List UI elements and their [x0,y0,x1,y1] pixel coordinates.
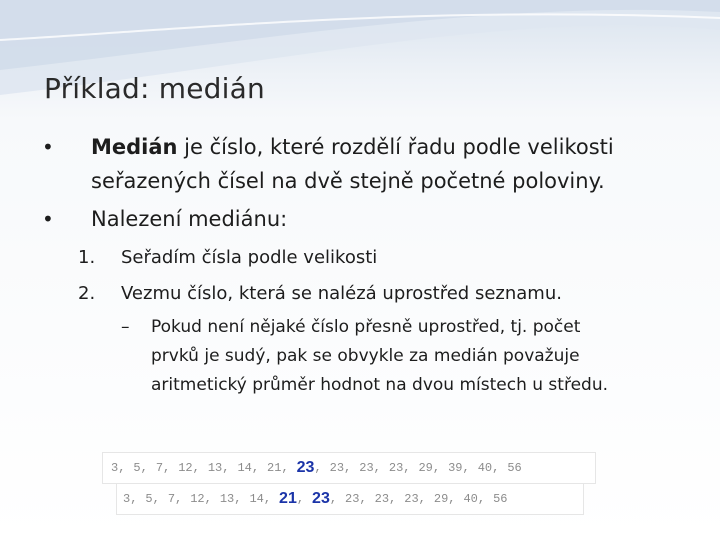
sequence-number: 3, [111,461,126,475]
sequence-number: 23, [329,461,352,475]
sequence-number: 12, [190,492,212,506]
slide-title: Příklad: medián [44,72,265,105]
sequence-number: 5, [145,492,160,506]
sequence-number: 29, [433,492,456,506]
bullet-dot: • [42,135,54,159]
median-value: 23 [312,490,330,507]
median-value: 21 [279,490,297,507]
bullet-1-line-2: seřazených čísel na dvě stejně početné poloviny. [91,169,605,193]
sequence-number: 12, [178,461,200,475]
sequence-number: 13, [219,492,242,506]
sequence-number: , [329,492,338,506]
sequence-number: 23, [374,492,397,506]
sub-note-line-1: Pokud není nějaké číslo přesně uprostřed, tj. počet [151,317,581,337]
sub-note-dash: – [121,317,130,337]
sequence-number: , [314,461,322,475]
sequence-number: 5, [133,461,148,475]
sequence-number: 14, [237,461,260,475]
bullet-dot: • [42,207,54,231]
sequence-number: 23, [345,492,367,506]
sequence-number: 56 [493,492,508,506]
sequence-number: 39, [448,461,470,475]
sequence-number: 23, [359,461,381,475]
sequence-number: 7, [155,461,171,475]
sequence-number: , [296,492,305,506]
sequence-number: 23, [388,461,411,475]
sequence-number: 23, [404,492,426,506]
step-1-text: Seřadím čísla podle velikosti [121,247,378,268]
sequence-number: 21, [267,461,289,475]
step-2-number: 2. [78,283,96,304]
sequence-odd [102,452,596,484]
sub-note-line-2: prvků je sudý, pak se obvykle za medián považuje [151,346,580,366]
sequence-number: 14, [249,492,272,506]
bullet-1-text: je číslo, které rozdělí řadu podle velikosti [177,135,614,159]
sequence-number: 13, [207,461,230,475]
step-2-text: Vezmu číslo, která se nalézá uprostřed seznamu. [121,283,562,304]
bullet-1-bold: Medián [91,135,178,159]
sequence-number: 40, [463,492,486,506]
sub-note-line-3: aritmetický průměr hodnot na dvou místech u středu. [151,375,608,395]
sequence-number: 40, [477,461,500,475]
sequence-even [116,483,584,515]
step-1-number: 1. [78,247,96,268]
sequence-number: 29, [418,461,441,475]
bullet-2-text: Nalezení mediánu: [91,207,288,231]
bullet-1-line-1 [91,131,614,163]
sequence-number: 7, [167,492,183,506]
sequence-number: 3, [123,492,138,506]
median-value: 23 [296,459,315,476]
sequence-number: 56 [507,461,522,475]
